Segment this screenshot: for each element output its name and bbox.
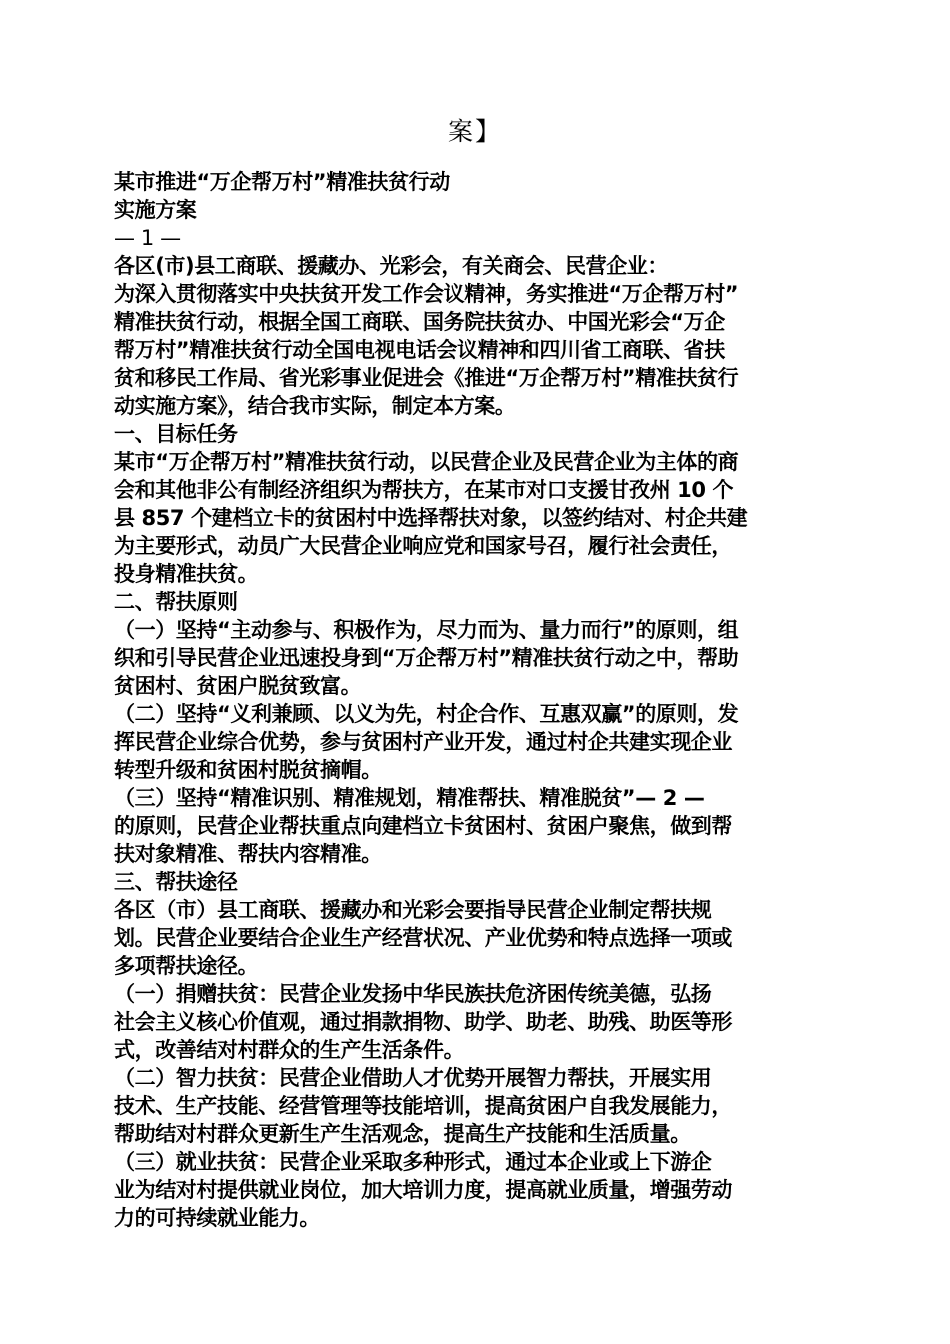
addressee-line: 各区(市)县工商联、援藏办、光彩会，有关商会、民营企业： (114, 254, 668, 278)
page-title: 案】 (447, 117, 502, 146)
document-body (114, 168, 839, 1232)
approaches-paragraph-line: 多项帮扶途径。 (114, 954, 259, 978)
principle-2-line: 转型升级和贫困村脱贫摘帽。 (114, 758, 382, 782)
goals-paragraph-line: 会和其他非公有制经济组织为帮扶方，在某市对口支援甘孜州 10 个 (114, 478, 734, 502)
goals-paragraph-line: 为主要形式，动员广大民营企业响应党和国家号召，履行社会责任， (114, 534, 732, 558)
section-heading-approaches: 三、帮扶途径 (114, 870, 238, 894)
approach-1-line: （一）捐赠扶贫：民营企业发扬中华民族扶危济困传统美德，弘扬 (114, 982, 712, 1006)
approaches-paragraph-line: 各区（市）县工商联、援藏办和光彩会要指导民营企业制定帮扶规 (114, 898, 712, 922)
principle-1-line: 贫困村、贫困户脱贫致富。 (114, 674, 362, 698)
approach-2-line: （二）智力扶贫：民营企业借助人才优势开展智力帮扶，开展实用 (114, 1066, 712, 1090)
principle-2-line: 挥民营企业综合优势，参与贫困村产业开发，通过村企共建实现企业 (114, 730, 732, 754)
section-heading-principles: 二、帮扶原则 (114, 590, 238, 614)
principle-1-line: （一）坚持“主动参与、积极作为，尽力而为、量力而行”的原则，组 (114, 618, 739, 642)
intro-paragraph-line: 贫和移民工作局、省光彩事业促进会《推进“万企帮万村”精准扶贫行 (114, 366, 739, 390)
intro-paragraph-line: 帮万村”精准扶贫行动全国电视电话会议精神和四川省工商联、省扶 (114, 338, 725, 362)
principle-2-line: （二）坚持“义利兼顾、以义为先，村企合作、互惠双赢”的原则，发 (114, 702, 739, 726)
approach-1-line: 社会主义核心价值观，通过捐款捐物、助学、助老、助残、助医等形 (114, 1010, 732, 1034)
goals-paragraph-line: 县 857 个建档立卡的贫困村中选择帮扶对象，以签约结对、村企共建 (114, 506, 748, 530)
intro-paragraph-line: 精准扶贫行动，根据全国工商联、国务院扶贫办、中国光彩会“万企 (114, 310, 725, 334)
doc-title-line-2: 实施方案 (114, 198, 197, 222)
approach-3-line: （三）就业扶贫：民营企业采取多种形式，通过本企业或上下游企 (114, 1150, 712, 1174)
principle-1-line: 织和引导民营企业迅速投身到“万企帮万村”精准扶贫行动之中，帮助 (114, 646, 739, 670)
approach-3-line: 力的可持续就业能力。 (114, 1206, 320, 1230)
approach-2-line: 帮助结对村群众更新生产生活观念，提高生产技能和生活质量。 (114, 1122, 691, 1146)
intro-paragraph-line: 动实施方案》，结合我市实际，制定本方案。 (114, 394, 516, 418)
approach-1-line: 式，改善结对村群众的生产生活条件。 (114, 1038, 465, 1062)
principle-3-line: 的原则，民营企业帮扶重点向建档立卡贫困村、贫困户聚焦，做到帮 (114, 814, 732, 838)
approach-2-line: 技术、生产技能、经营管理等技能培训，提高贫困户自我发展能力， (114, 1094, 732, 1118)
page-number-1: — 1 — (114, 226, 181, 250)
goals-paragraph-line: 某市“万企帮万村”精准扶贫行动，以民营企业及民营企业为主体的商 (114, 450, 739, 474)
approaches-paragraph-line: 划。民营企业要结合企业生产经营状况、产业优势和特点选择一项或 (114, 926, 732, 950)
goals-paragraph-line: 投身精准扶贫。 (114, 562, 259, 586)
principle-3-line: （三）坚持“精准识别、精准规划，精准帮扶、精准脱贫”— 2 — (114, 786, 705, 810)
principle-3-line: 扶对象精准、帮扶内容精准。 (114, 842, 382, 866)
doc-title-line-1: 某市推进“万企帮万村”精准扶贫行动 (114, 170, 450, 194)
intro-paragraph-line: 为深入贯彻落实中央扶贫开发工作会议精神，务实推进“万企帮万村” (114, 282, 739, 306)
section-heading-goals: 一、目标任务 (114, 422, 238, 446)
approach-3-line: 业为结对村提供就业岗位，加大培训力度，提高就业质量，增强劳动 (114, 1178, 732, 1202)
